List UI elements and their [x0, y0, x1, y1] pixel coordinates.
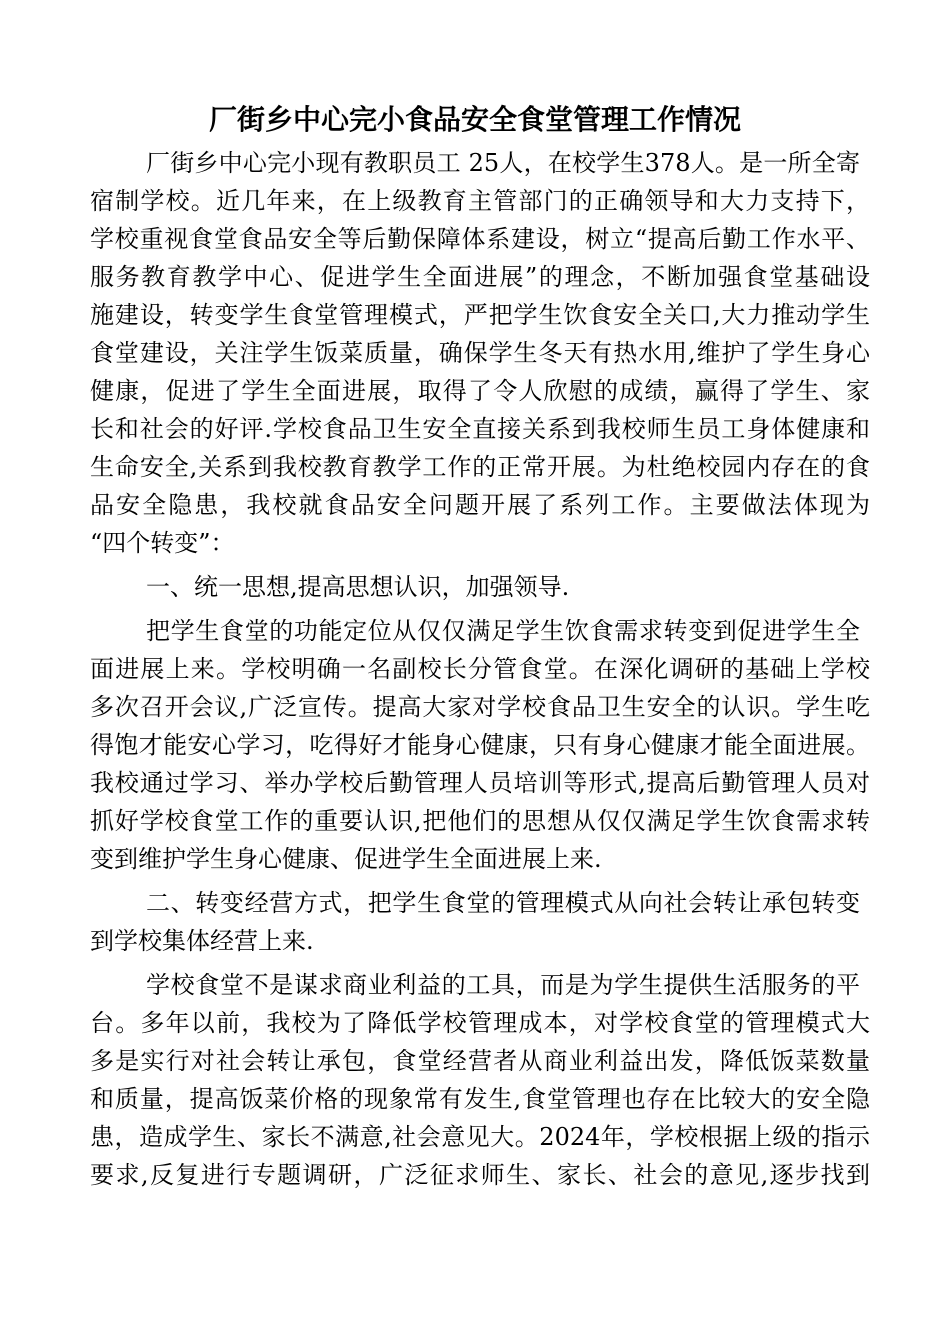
paragraph-line: 台。多年以前，我校为了降低学校管理成本，对学校食堂的管理模式大 — [90, 1009, 870, 1037]
paragraph-line: 抓好学校食堂工作的重要认识,把他们的思想从仅仅满足学生饮食需求转 — [90, 807, 870, 835]
paragraph-line: 食堂建设，关注学生饭菜质量，确保学生冬天有热水用,维护了学生身心 — [90, 339, 870, 367]
paragraph-line: 长和社会的好评.学校食品卫生安全直接关系到我校师生员工身体健康和 — [90, 415, 870, 443]
paragraph-line: 我校通过学习、举办学校后勤管理人员培训等形式,提高后勤管理人员对 — [90, 769, 870, 797]
paragraph-line: 品安全隐患，我校就食品安全问题开展了系列工作。主要做法体现为 — [90, 491, 870, 519]
paragraph-line: 得饱才能安心学习，吃得好才能身心健康，只有身心健康才能全面进展。 — [90, 731, 870, 759]
paragraph-line: 施建设，转变学生食堂管理模式，严把学生饮食安全关口,大力推动学生 — [90, 301, 870, 329]
paragraph-line: 变到维护学生身心健康、促进学生全面进展上来. — [90, 845, 602, 873]
document-title: 厂街乡中心完小食品安全食堂管理工作情况 — [208, 103, 741, 136]
paragraph-line: 把学生食堂的功能定位从仅仅满足学生饮食需求转变到促进学生全 — [146, 617, 860, 645]
paragraph-line: 要求,反复进行专题调研，广泛征求师生、家长、社会的意见,逐步找到 — [90, 1161, 870, 1189]
section-heading: 二、转变经营方式，把学生食堂的管理模式从向社会转让承包转变 — [146, 889, 860, 917]
paragraph-line: 面进展上来。学校明确一名副校长分管食堂。在深化调研的基础上学校 — [90, 655, 870, 683]
paragraph-line: 健康，促进了学生全面进展，取得了令人欣慰的成绩，赢得了学生、家 — [90, 377, 870, 405]
section-heading: 一、统一思想,提高思想认识，加强领导. — [146, 573, 570, 601]
paragraph-line: 厂街乡中心完小现有教职员工 25人，在校学生378人。是一所全寄 — [146, 149, 860, 177]
paragraph-line: 宿制学校。近几年来，在上级教育主管部门的正确领导和大力支持下， — [90, 187, 870, 215]
paragraph-line: 患，造成学生、家长不满意,社会意见大。2024年，学校根据上级的指示 — [90, 1123, 870, 1151]
paragraph-line: 生命安全,关系到我校教育教学工作的正常开展。为杜绝校园内存在的食 — [90, 453, 870, 481]
paragraph-line: 服务教育教学中心、促进学生全面进展”的理念，不断加强食堂基础设 — [90, 263, 870, 291]
paragraph-line: 学校食堂不是谋求商业利益的工具，而是为学生提供生活服务的平 — [146, 971, 860, 999]
section-heading: 到学校集体经营上来. — [90, 927, 314, 955]
paragraph-line: 多次召开会议,广泛宣传。提高大家对学校食品卫生安全的认识。学生吃 — [90, 693, 870, 721]
paragraph-line: 和质量，提高饭菜价格的现象常有发生,食堂管理也存在比较大的安全隐 — [90, 1085, 870, 1113]
paragraph-line: 多是实行对社会转让承包，食堂经营者从商业利益出发，降低饭菜数量 — [90, 1047, 870, 1075]
paragraph-line: 学校重视食堂食品安全等后勤保障体系建设，树立“提高后勤工作水平、 — [90, 225, 870, 253]
paragraph-line: “四个转变”： — [90, 529, 235, 557]
